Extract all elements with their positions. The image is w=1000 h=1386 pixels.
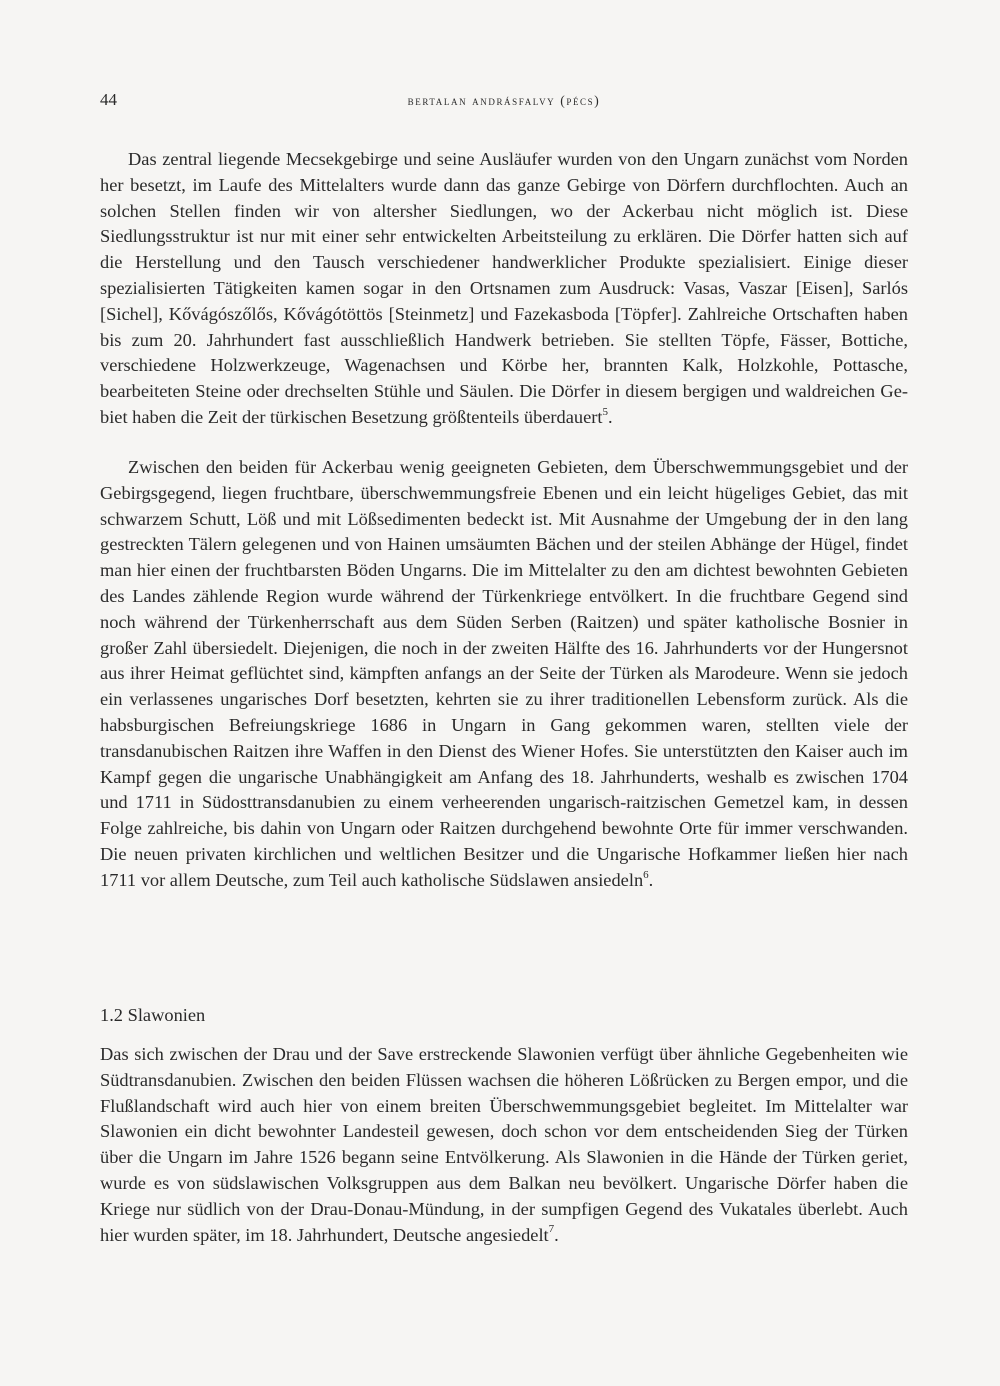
- footnote-ref: 7: [548, 1223, 555, 1236]
- footnote-ref: 5: [602, 405, 609, 418]
- paragraph-slawonien: [100, 1042, 908, 1248]
- footnote-ref: 6: [643, 868, 649, 881]
- running-head: [100, 90, 908, 116]
- paragraph-text: Das zentral liegende Mecsekgebirge und seine Ausläufer wurden von den Ungarn zunächst vom Norden her besetzt, im Laufe des Mittelalters wurde dann das ganze Gebirge von Dörfern durchflochten. Auch an solchen Stellen finden wir von altersher Siedlungen, wo der Ackerbau nicht möglich ist. Diese Siedlungsstruktur ist nur mit einer sehr entwickelten Arbeitsteilung zu erklären. Die Dörfer hatten sich auf die Herstellung und den Tausch verschiedener handwerklicher Produkte spezialisiert. Einige dieser spezialisierten Tätigkeiten kamen sogar in den Ortsnamen zum Ausdruck: Vasas, Vaszar [Eisen], Sarlós [Sichel], Kővágószőlős, Kővágótöttös [Steinmetz] und Fazekasboda [Töpfer]. Zahlreiche Ortschaften haben bis zum 20. Jahrhundert fast ausschließlich Handwerk betrieben. Sie stellten Töpfe, Fässer, Bottiche, verschiedene Holzwerkzeuge, Wagenachsen und Körbe her, brannten Kalk, Holzkohle, Pottasche, bearbeiteten Steine oder drechselten Stühle und Säulen. Die Dörfer in diesem bergigen und waldreichen Gebiet haben die Zeit der türkischen Besetzung größtenteils überdauert: [100, 149, 908, 427]
- paragraph-text: Zwischen den beiden für Ackerbau wenig geeigneten Gebieten, dem Überschwemmungsgebiet und der Gebirgsgegend, liegen fruchtbare, überschwemmungsfreie Ebenen und ein leicht hügeliges Gebiet, das mit schwarzem Schutt, Löß und mit Lößsedimenten bedeckt ist. Mit Ausnahme der Umgebung der in den lang gestreckten Tälern gelegenen und von Hainen umsäumten Bächen und der steilen Abhänge der Hügel, findet man hier einen der fruchtbarsten Böden Ungarns. Die im Mittelalter zu den am dichtest bewohnten Gebieten des Landes zählende Region wurde während der Türkenkriege entvölkert. In die fruchtbare Gegend sind noch während der Türkenherrschaft aus dem Süden Serben (Raitzen) und später katholische Bosnier in großer Zahl übersiedelt. Diejenigen, die noch in der zweiten Hälfte des 16. Jahrhunderts vor der Hungersnot aus ihrer Heimat geflüchtet sind, kämpften anfangs an der Seite der Türken als Marodeure. Wenn sie jedoch ein verlassenes ungarisches Dorf besetzten, kehrten sie zu ihrer traditionellen Lebensform zurück. Als die habsburgischen Befreiungskriege 1686 in Ungarn in Gang gekommen waren, stellten viele der transdanubischen Raitzen ihre Waffen in den Dienst des Wiener Hofes. Sie unterstützten den Kaiser auch im Kampf gegen die ungarische Unabhängigkeit am Anfang des 18. Jahrhunderts, weshalb es zwischen 1704 und 1711 in Südosttransdanubien zu einem verheerenden ungarisch-raitzischen Gemetzel kam, in dessen Folge zahlreiche, bis dahin von Ungarn oder Raitzen durchgehend bewohnte Orte für immer verschwanden. Die neuen privaten kirchlichen und weltlichen Besitzer und die Ungarische Hofkammer ließen hier nach 1711 vor allem Deutsche, zum Teil auch katholische Südslawen ansiedeln: [100, 457, 908, 890]
- section-heading: 1.2 Slawonien: [100, 1005, 206, 1025]
- paragraph-end: .: [648, 869, 654, 890]
- page-number: 44: [100, 90, 117, 109]
- paragraph-text: Das sich zwischen der Drau und der Save erstreckende Slawonien verfügt über ähnliche Gegebenheiten wie Südtransdanubien. Zwischen den beiden Flüssen wachsen die höheren Lößrücken zu Bergen empor, und die Flußlandschaft wird auch hier von einem breiten Überschwemmungsgebiet begleitet. Im Mittelalter war Slawonien ein dicht bewohnter Landesteil gewesen, doch schon vor dem entscheidenden Sieg der Türken über die Ungarn im Jahre 1526 begann seine Entvölkerung. Als Slawonien in die Hände der Türken geriet, wurde es von südslawischen Volksgruppen aus dem Balkan neu bevölkert. Ungarische Dörfer haben die Kriege nur südlich von der Drau-Donau-Mündung, in der sumpfigen Gegend des Vukatales überlebt. Auch hier wurden später, im 18. Jahrhundert, Deutsche angesiedelt: [100, 1044, 908, 1245]
- paragraph-end: .: [554, 1224, 559, 1245]
- running-title: bertalan andrásfalvy (pécs): [407, 93, 601, 108]
- paragraph-mecsek: [100, 147, 908, 431]
- paragraph-end: .: [608, 406, 613, 427]
- paragraph-plains: [100, 455, 908, 894]
